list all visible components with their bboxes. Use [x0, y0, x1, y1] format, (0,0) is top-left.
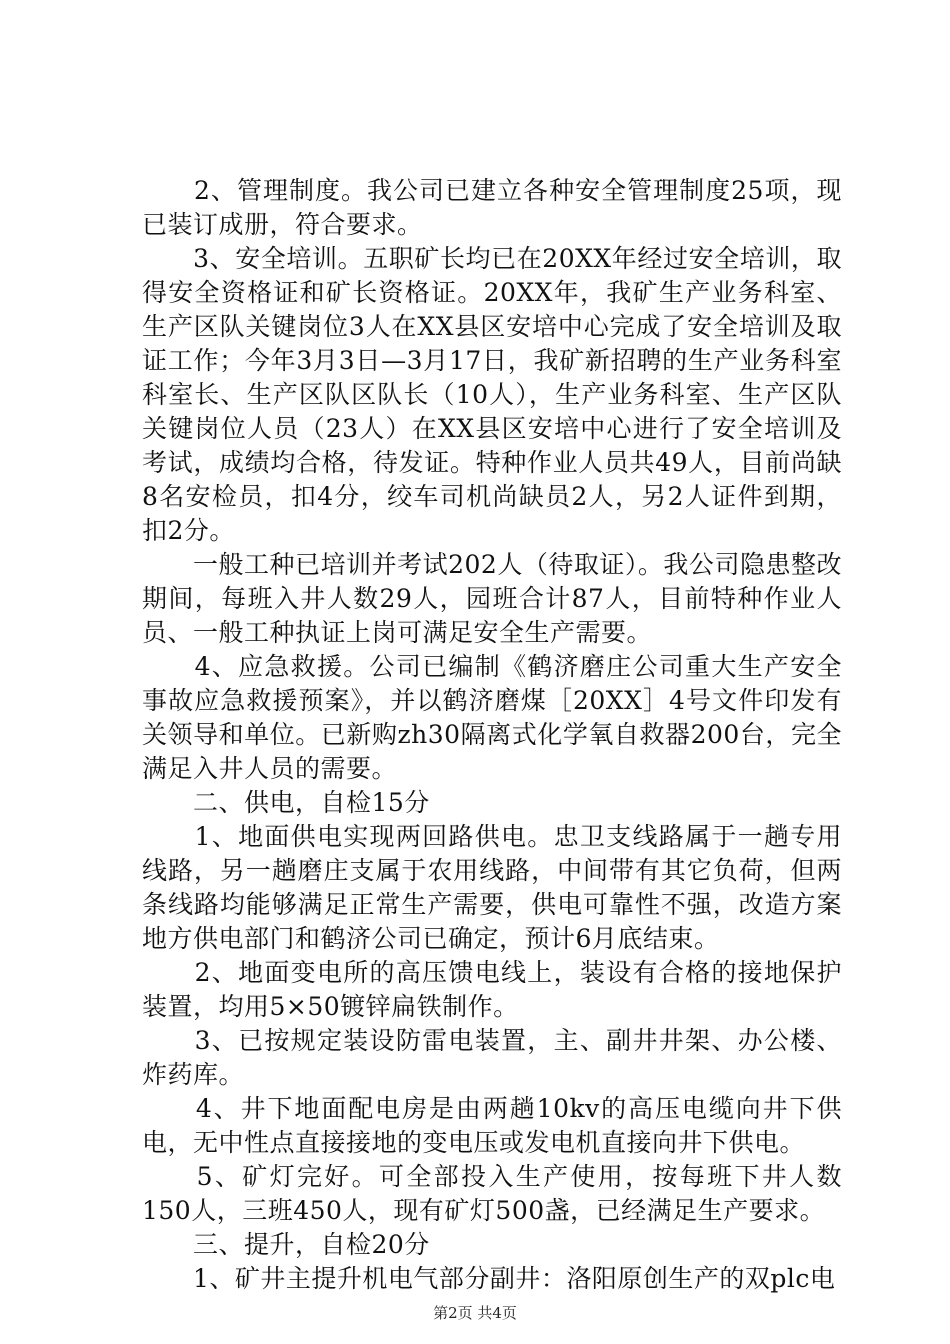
paragraph-lightning: 3、已按规定装设防雷电装置，主、副井井架、办公楼、炸药库。 — [142, 1026, 842, 1089]
paragraph-emergency-rescue: 4、应急救援。公司已编制《鹤济磨庄公司重大生产安全事故应急救援预案》，并以鹤济磨煤［20XX］4号文件印发有关领导和单位。已新购zh30隔离式化学氧自救器200台，完全满足入井人员的需要。 — [142, 652, 842, 783]
paragraph-safety-training: 3、安全培训。五职矿长均已在20XX年经过安全培训，取得安全资格证和矿长资格证。20XX年，我矿生产业务科室、生产区队关键岗位3人在XX县区安培中心完成了安全培训及取证工作；今年3月3日—3月17日，我矿新招聘的生产业务科室科室长、生产区队区队长（10人），生产业务科室、生产区队关键岗位人员（23人）在XX县区安培中心进行了安全培训及考试，成绩均合格，待发证。特种作业人员共49人，目前尚缺8名安检员，扣4分，绞车司机尚缺员2人，另2人证件到期，扣2分。 — [142, 244, 842, 545]
paragraph-underground-power: 4、井下地面配电房是由两趟10kv的高压电缆向井下供电，无中性点直接接地的变电压或发电机直接向井下供电。 — [142, 1094, 842, 1157]
page-footer: 第2页 共4页 — [433, 1304, 517, 1322]
paragraph-ground-power: 1、地面供电实现两回路供电。忠卫支线路属于一趟专用线路，另一趟磨庄支属于农用线路，中间带有其它负荷，但两条线路均能够满足正常生产需要，供电可靠性不强，改造方案地方供电部门和鹤济公司已确定，预计6月底结束。 — [142, 822, 842, 953]
paragraph-management-system: 2、管理制度。我公司已建立各种安全管理制度25项，现已装订成册，符合要求。 — [142, 176, 842, 239]
document-body — [142, 174, 842, 1296]
paragraph-substation: 2、地面变电所的高压馈电线上，装设有合格的接地保护装置，均用5×50镀锌扁铁制作。 — [142, 958, 842, 1021]
paragraph-mine-lamps: 5、矿灯完好。可全部投入生产使用，按每班下井人数150人，三班450人，现有矿灯500盏，已经满足生产要求。 — [142, 1162, 842, 1225]
paragraph-general-workers: 一般工种已培训并考试202人（待取证）。我公司隐患整改期间，每班入井人数29人，园班合计87人，目前特种作业人员、一般工种执证上岗可满足安全生产需要。 — [142, 550, 842, 647]
paragraph-hoist-electrical: 1、矿井主提升机电气部分副井：洛阳原创生产的双plc电 — [142, 1264, 836, 1293]
heading-hoisting: 三、提升，自检20分 — [142, 1230, 430, 1259]
heading-power-supply: 二、供电，自检15分 — [142, 788, 430, 817]
